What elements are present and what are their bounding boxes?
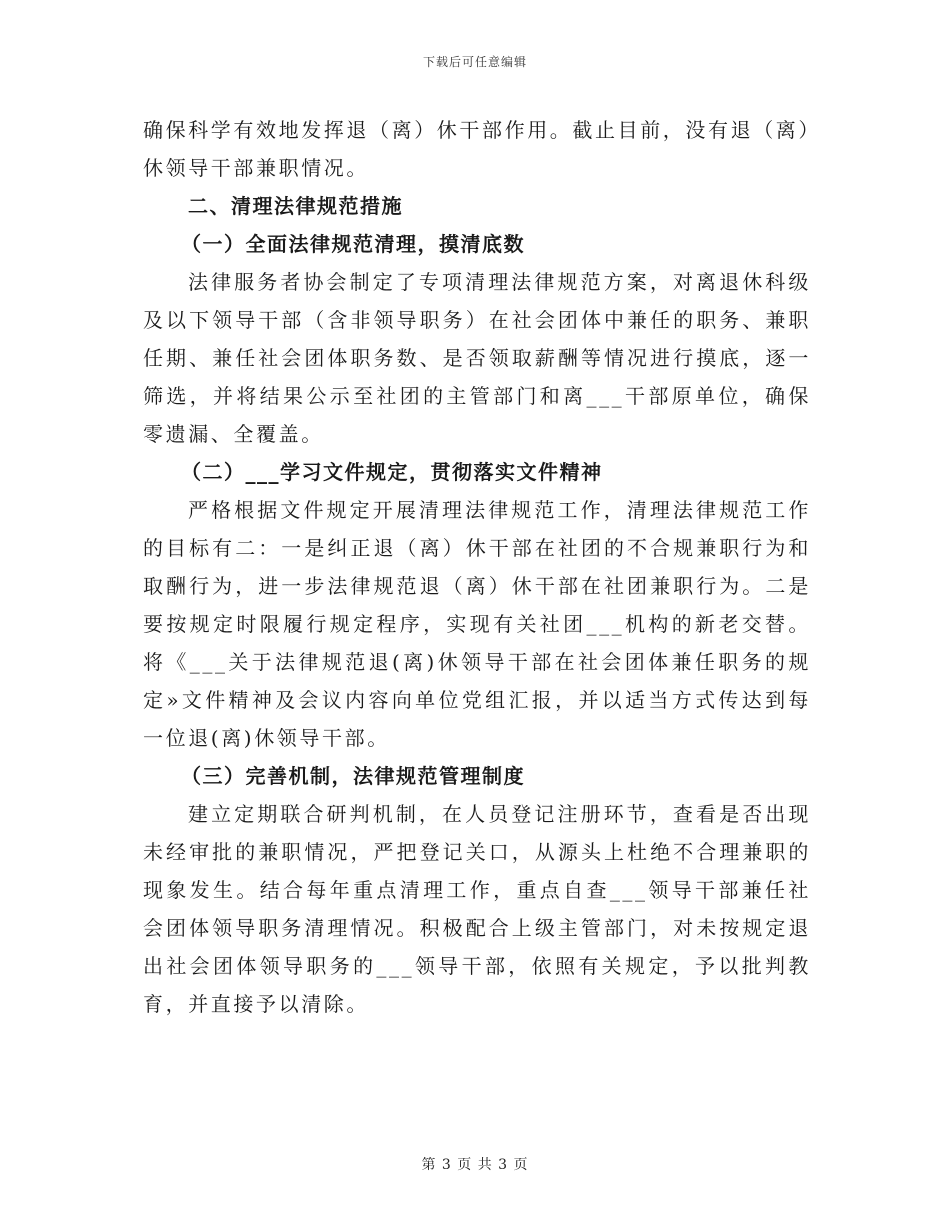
section-heading: 二、清理法律规范措施 <box>188 194 403 218</box>
paragraph-3: 建立定期联合研判机制，在人员登记注册环节，查看是否出现未经审批的兼职情况，严把登记关口，从源头上杜绝不合理兼职的现象发生。结合每年重点清理工作，重点自查___领导干部兼任社会团体领导职务清理情况。积极配合上级主管部门，对未按规定退出社会团体领导职务的___领导干部，依照有关规定，予以批判教育，并直接予以清除。 <box>143 802 811 1016</box>
page-number: 第 3 页 共 3 页 <box>421 1157 529 1173</box>
header-note: 下载后可任意编辑 <box>422 55 527 69</box>
subsection-heading-1: （一）全面法律规范清理，摸清底数 <box>181 232 525 256</box>
paragraph-continuation: 确保科学有效地发挥退（离）休干部作用。截止目前，没有退（离）休领导干部兼职情况。 <box>143 118 811 180</box>
paragraph-2: 严格根据文件规定开展清理法律规范工作，清理法律规范工作的目标有二：一是纠正退（离）休干部在社团的不合规兼职行为和取酬行为，进一步法律规范退（离）休干部在社团兼职行为。二是要按规定时限履行规定程序，实现有关社团___机构的新老交替。将《___关于法律规范退(离)休领导干部在社会团体兼任职务的规定»文件精神及会议内容向单位党组汇报，并以适当方式传达到每一位退(离)休领导干部。 <box>143 498 811 750</box>
document-body <box>143 111 811 1023</box>
paragraph-1: 法律服务者协会制定了专项清理法律规范方案，对离退休科级及以下领导干部（含非领导职务）在社会团体中兼任的职务、兼职任期、兼任社会团体职务数、是否领取薪酬等情况进行摸底，逐一筛选，并将结果公示至社团的主管部门和离___干部原单位，确保零遗漏、全覆盖。 <box>143 270 811 446</box>
subsection-heading-2: （二）___学习文件规定，贯彻落实文件精神 <box>181 460 603 484</box>
subsection-heading-3: （三）完善机制，法律规范管理制度 <box>181 764 525 788</box>
